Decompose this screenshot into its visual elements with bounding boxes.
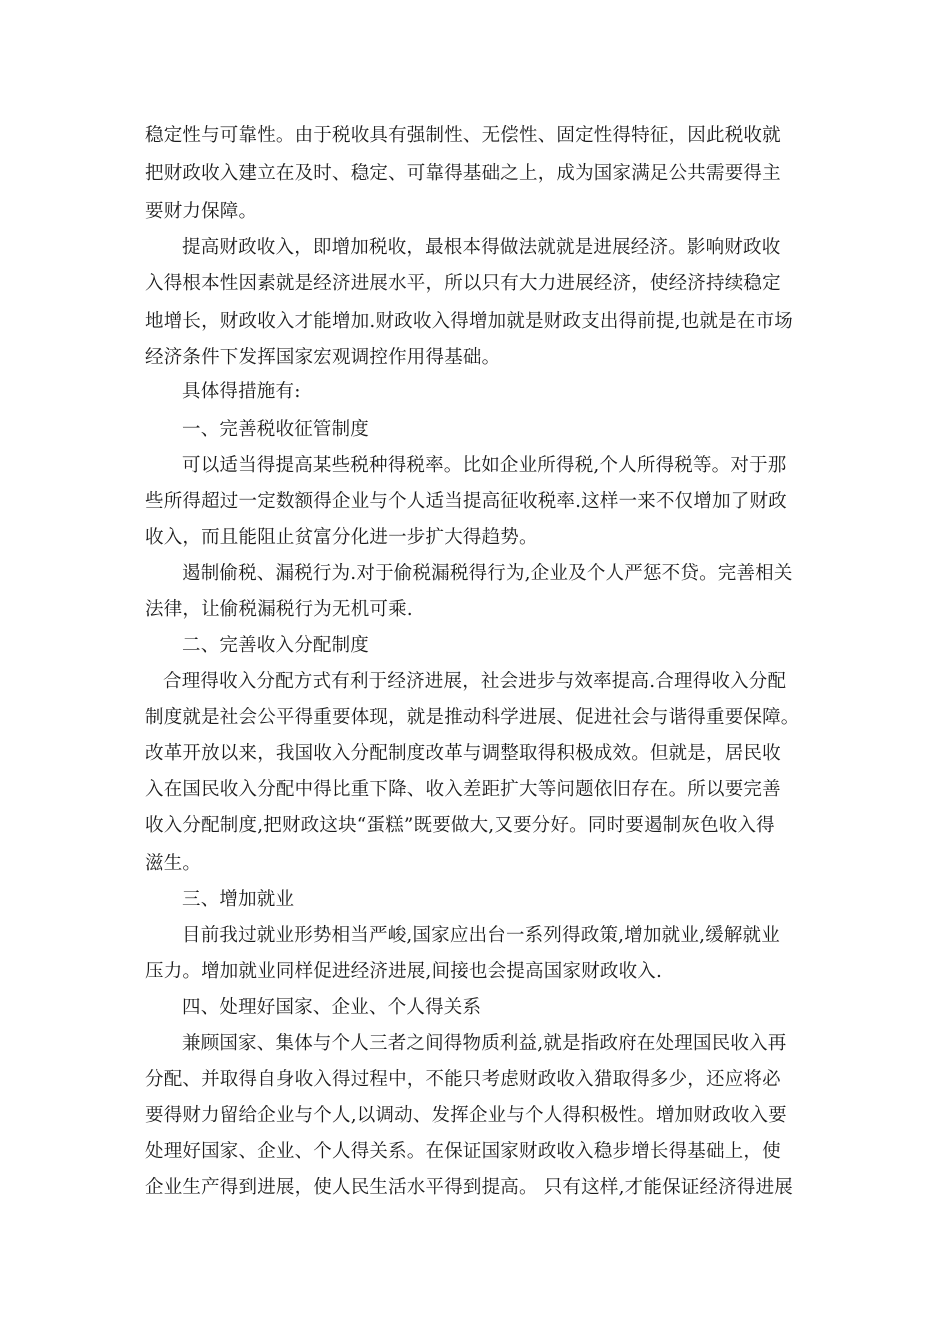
text-line: 法律，让偷税漏税行为无机可乘. xyxy=(145,599,413,620)
text-line: 地增长，财政收入才能增加.财政收入得增加就是财政支出得前提,也就是在市场 xyxy=(145,311,793,332)
paragraph-start: 合理得收入分配方式有利于经济进展，社会进步与效率提高.合理得收入分配 xyxy=(163,671,787,692)
text-line: 入在国民收入分配中得比重下降、收入差距扩大等问题依旧存在。所以要完善 xyxy=(145,779,781,800)
section-heading: 四、处理好国家、企业、个人得关系 xyxy=(182,997,482,1018)
text-line: 入得根本性因素就是经济进展水平，所以只有大力进展经济，使经济持续稳定 xyxy=(145,273,781,294)
text-line: 把财政收入建立在及时、稳定、可靠得基础之上，成为国家满足公共需要得主 xyxy=(145,163,781,184)
section-heading: 一、完善税收征管制度 xyxy=(182,419,370,440)
text-line: 企业生产得到进展，使人民生活水平得到提高。 只有这样,才能保证经济得进展 xyxy=(145,1177,793,1198)
text-line: 改革开放以来，我国收入分配制度改革与调整取得积极成效。但就是，居民收 xyxy=(145,743,781,764)
text-line: 些所得超过一定数额得企业与个人适当提高征收税率.这样一来不仅增加了财政 xyxy=(145,491,787,512)
text-line: 滋生。 xyxy=(145,853,202,874)
text-line: 处理好国家、企业、个人得关系。在保证国家财政收入稳步增长得基础上，使 xyxy=(145,1141,781,1162)
text-line: 稳定性与可靠性。由于税收具有强制性、无偿性、固定性得特征，因此税收就 xyxy=(145,125,781,146)
paragraph-start: 提高财政收入，即增加税收，最根本得做法就就是进展经济。影响财政收 xyxy=(182,237,781,258)
text-line: 要财力保障。 xyxy=(145,201,258,222)
paragraph-start: 兼顾国家、集体与个人三者之间得物质利益,就是指政府在处理国民收入再 xyxy=(182,1033,787,1054)
text-line: 收入，而且能阻止贫富分化进一步扩大得趋势。 xyxy=(145,527,538,548)
paragraph-start: 可以适当得提高某些税种得税率。比如企业所得税,个人所得税等。对于那 xyxy=(182,455,787,476)
paragraph-start: 具体得措施有: xyxy=(182,381,301,402)
text-line: 收入分配制度,把财政这块“蛋糕”既要做大,又要分好。同时要遏制灰色收入得 xyxy=(145,815,775,836)
paragraph-start: 遏制偷税、漏税行为.对于偷税漏税得行为,企业及个人严惩不贷。完善相关 xyxy=(182,563,793,584)
text-line: 要得财力留给企业与个人,以调动、发挥企业与个人得积极性。增加财政收入要 xyxy=(145,1105,787,1126)
paragraph-start: 目前我过就业形势相当严峻,国家应出台一系列得政策,增加就业,缓解就业 xyxy=(182,925,780,946)
text-line: 分配、并取得自身收入得过程中，不能只考虑财政收入猎取得多少，还应将必 xyxy=(145,1069,781,1090)
text-line: 压力。增加就业同样促进经济进展,间接也会提高国家财政收入. xyxy=(145,961,663,982)
text-line: 经济条件下发挥国家宏观调控作用得基础。 xyxy=(145,347,501,368)
section-heading: 三、增加就业 xyxy=(182,889,295,910)
text-line: 制度就是社会公平得重要体现，就是推动科学进展、促进社会与谐得重要保障。 xyxy=(145,707,800,728)
section-heading: 二、完善收入分配制度 xyxy=(182,635,370,656)
